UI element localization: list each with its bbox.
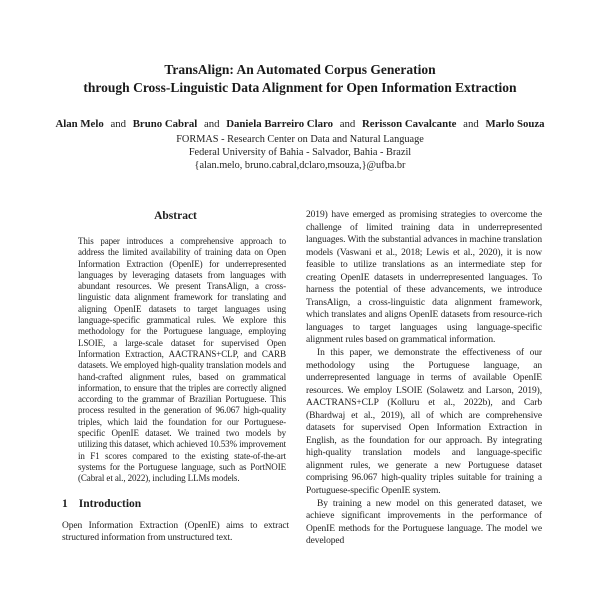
author-name-2: Bruno Cabral <box>132 118 198 130</box>
right-column-paragraph-3: By training a new model on this generated dataset, we achieve significant improvements in the performance of OpenIE methods for the Portuguese language. The model we developed <box>306 498 542 547</box>
author-name-4: Rerisson Cavalcante <box>362 118 457 130</box>
author-name-3: Daniela Barreiro Claro <box>226 118 333 130</box>
abstract-text: This paper introduces a comprehensive approach to address the limited availability of training data on Open Information Extraction (OpenIE) for underrepresented languages by leveraging datasets from languages with abundant resources. We present TransAlign, a cross-linguistic data alignment framework for translating and aligning OpenIE datasets to target languages using language-specific grammatical rules. We explore this methodology for the Portuguese language, employing LSOIE, a large-scale dataset for supervised Open Information Extraction, AACTRANS+CLP, and CARB datasets. We employed high-quality translation models and hand-crafted alignment rules, based on grammatical information, to ensure that the triples are correctly aligned according to the grammar of Brazilian Portuguese. This process resulted in the generation of 96.067 high-quality triples, which laid the foundation for our Portuguese-specific OpenIE dataset. We trained two models by utilizing this dataset, which achieved 10.53% improvement in F1 scores compared to the existing state-of-the-art systems for the Portuguese language, such as PortNOIE (Cabral et al., 2022), including LLMs models. <box>78 236 286 484</box>
author-separator: and <box>110 118 127 130</box>
right-column <box>306 209 542 548</box>
right-column-paragraph-1: 2019) have emerged as promising strategies to overcome the challenge of limited training data in underrepresented languages. With the substantial advances in machine translation models (Vaswani et al., 2018; Lewis et al., 2020), it is now feasible to utilize translations as an intermediate step for creating OpenIE datasets in underrepresented languages. To harness the potential of these advancements, we introduce TransAlign, a cross-linguistic data alignment framework, which translates and aligns OpenIE datasets from resource-rich languages to target languages using language-specific alignment rules based on grammatical information. <box>306 210 542 346</box>
author-separator: and <box>203 118 220 130</box>
left-column <box>62 209 289 548</box>
author-name-5: Marlo Souza <box>485 118 545 130</box>
affiliation-email: {alan.melo, bruno.cabral,dclaro,msouza,}@ufba.br <box>194 160 406 171</box>
paper-title <box>0 61 600 97</box>
abstract-heading: Abstract <box>154 210 197 222</box>
author-separator: and <box>463 118 479 130</box>
affiliation-org: FORMAS - Research Center on Data and Natural Language <box>176 134 424 145</box>
author-name-1: Alan Melo <box>55 118 104 130</box>
author-separator: and <box>339 118 356 130</box>
introduction-paragraph: Open Information Extraction (OpenIE) aims to extract structured information from unstructured text. <box>62 520 289 543</box>
paper-title-line1: TransAlign: An Automated Corpus Generation <box>164 62 436 77</box>
section-heading-introduction <box>62 497 289 511</box>
affiliation-university: Federal University of Bahia - Salvador, Bahia - Brazil <box>188 147 412 158</box>
two-column-body <box>62 209 600 548</box>
paper-title-line2: through Cross-Linguistic Data Alignment for Open Information Extraction <box>83 80 517 95</box>
right-column-paragraph-2: In this paper, we demonstrate the effectiveness of our methodology using the Portuguese language, an underrepresented language in terms of available OpenIE resources. We employ LSOIE (Solawetz and Larson, 2019), AACTRANS+CLP (Kolluru et al., 2022b), and Carb (Bhardwaj et al., 2019), all of which are comprehensive datasets for supervised Open Information Extraction in English, as the foundation for our approach. By integrating high-quality translation models and language-specific alignment rules, we generate a new Portuguese dataset comprising 96.067 high-quality triples suitable for training a Portuguese-specific OpenIE system. <box>306 348 542 497</box>
section-number: 1 <box>62 497 68 510</box>
section-title: Introduction <box>78 497 142 510</box>
affiliation-block <box>0 133 600 172</box>
authors-line <box>10 118 590 131</box>
